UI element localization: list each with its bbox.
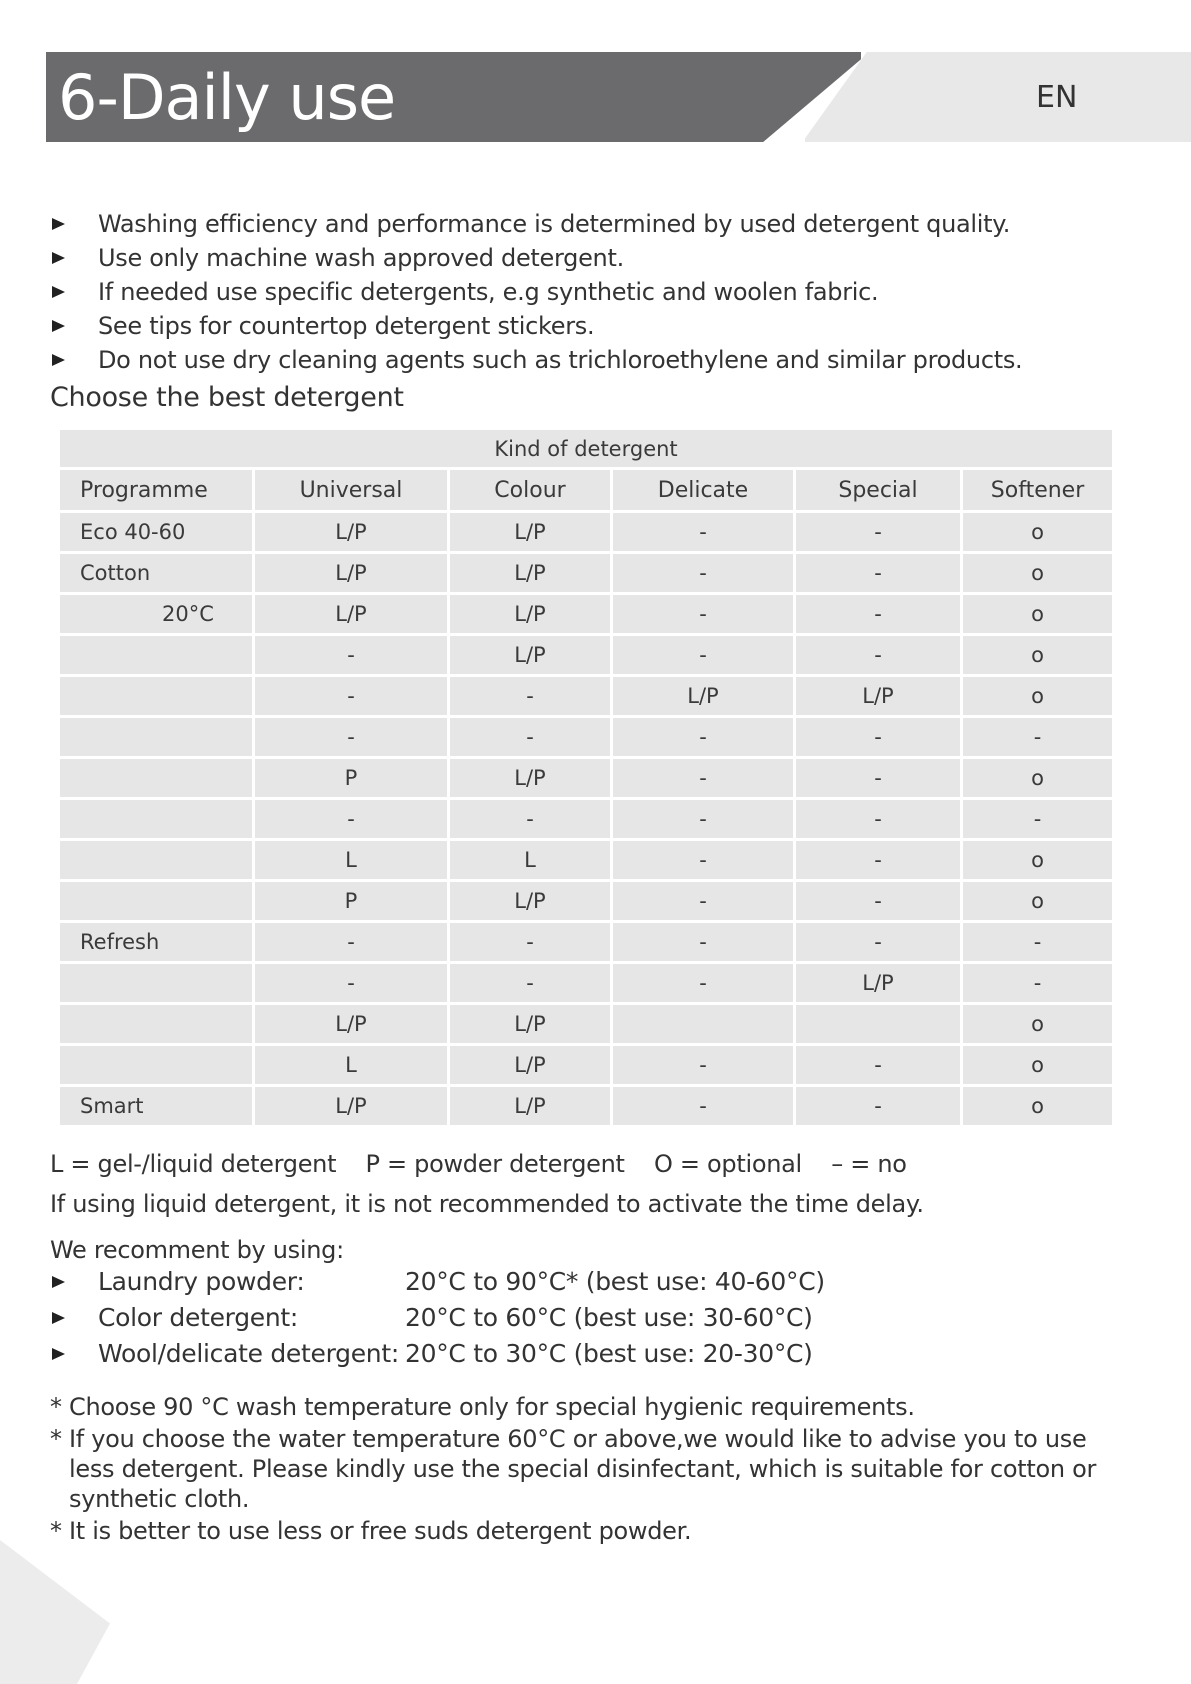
bullet-item: See tips for countertop detergent stickers. xyxy=(50,309,1022,343)
table-row xyxy=(59,881,1114,922)
programme-cell xyxy=(59,840,254,881)
table-row xyxy=(59,553,1114,594)
table-cell: L/P xyxy=(449,1086,612,1127)
programme-cell: 20°C xyxy=(59,594,254,635)
bullet-item: Washing efficiency and performance is determined by used detergent quality. xyxy=(50,207,1022,241)
table-cell: L/P xyxy=(449,553,612,594)
table-cell: - xyxy=(254,717,449,758)
programme-cell xyxy=(59,676,254,717)
table-cell: P xyxy=(254,881,449,922)
table-cell: - xyxy=(254,922,449,963)
column-header: Softener xyxy=(962,469,1114,512)
table-cell: L/P xyxy=(449,594,612,635)
table-cell: L/P xyxy=(612,676,795,717)
table-cell: o xyxy=(962,758,1114,799)
column-header: Delicate xyxy=(612,469,795,512)
bullet-item: If needed use specific detergents, e.g synthetic and woolen fabric. xyxy=(50,275,1022,309)
programme-cell xyxy=(59,1004,254,1045)
recommend-title: We recomment by using: xyxy=(50,1236,344,1264)
table-row xyxy=(59,717,1114,758)
table-cell: - xyxy=(795,758,962,799)
footnotes xyxy=(50,1392,1110,1548)
table-cell: o xyxy=(962,676,1114,717)
footnote: * It is better to use less or free suds detergent powder. xyxy=(50,1517,692,1545)
table-cell: - xyxy=(612,963,795,1004)
table-cell: - xyxy=(612,635,795,676)
table-cell: - xyxy=(795,1086,962,1127)
table-cell: - xyxy=(612,594,795,635)
table-cell: o xyxy=(962,1004,1114,1045)
column-header: Special xyxy=(795,469,962,512)
table-cell: L/P xyxy=(449,1004,612,1045)
table-cell: - xyxy=(795,553,962,594)
table-cell: - xyxy=(612,717,795,758)
triangle-bullet-icon xyxy=(52,320,65,332)
table-cell: - xyxy=(962,717,1114,758)
table-row xyxy=(59,594,1114,635)
table-cell: - xyxy=(795,635,962,676)
programme-cell xyxy=(59,717,254,758)
table-cell: L/P xyxy=(254,512,449,553)
table-cell: o xyxy=(962,594,1114,635)
programme-cell xyxy=(59,635,254,676)
table-cell: L/P xyxy=(795,963,962,1004)
programme-cell: Eco 40-60 xyxy=(59,512,254,553)
table-cell: - xyxy=(612,758,795,799)
programme-cell xyxy=(59,881,254,922)
table-cell: - xyxy=(449,799,612,840)
column-header: Colour xyxy=(449,469,612,512)
table-row xyxy=(59,635,1114,676)
triangle-bullet-icon xyxy=(52,218,65,230)
table-cell: o xyxy=(962,881,1114,922)
programme-cell xyxy=(59,1045,254,1086)
table-row xyxy=(59,1045,1114,1086)
table-cell: - xyxy=(254,635,449,676)
table-row xyxy=(59,922,1114,963)
table-row xyxy=(59,799,1114,840)
triangle-bullet-icon xyxy=(52,1276,65,1288)
table-cell: - xyxy=(449,717,612,758)
column-header: Universal xyxy=(254,469,449,512)
legend: L = gel-/liquid detergent P = powder detergent O = optional – = no xyxy=(50,1150,907,1178)
table-row xyxy=(59,512,1114,553)
section-heading: Choose the best detergent xyxy=(50,382,404,413)
table-cell: o xyxy=(962,840,1114,881)
table-cell: P xyxy=(254,758,449,799)
table-cell: - xyxy=(612,922,795,963)
table-row xyxy=(59,1086,1114,1127)
table-cell: - xyxy=(795,840,962,881)
triangle-bullet-icon xyxy=(52,1348,65,1360)
table-row xyxy=(59,676,1114,717)
time-delay-note: If using liquid detergent, it is not recommended to activate the time delay. xyxy=(50,1190,924,1218)
table-cell: L/P xyxy=(449,1045,612,1086)
table-cell: L/P xyxy=(254,1086,449,1127)
table-cell: L xyxy=(254,840,449,881)
table-cell: - xyxy=(254,963,449,1004)
table-cell: - xyxy=(612,1086,795,1127)
table-cell: L/P xyxy=(449,758,612,799)
corner-decoration xyxy=(0,1540,110,1684)
table-cell: - xyxy=(449,963,612,1004)
triangle-bullet-icon xyxy=(52,252,65,264)
table-cell: L/P xyxy=(254,594,449,635)
table-cell: L/P xyxy=(254,1004,449,1045)
column-header: Programme xyxy=(59,469,254,512)
table-row xyxy=(59,840,1114,881)
table-cell: L/P xyxy=(449,512,612,553)
table-group-header: Kind of detergent xyxy=(59,429,1114,469)
table-cell: - xyxy=(795,922,962,963)
table-cell xyxy=(612,1004,795,1045)
table-cell: - xyxy=(254,799,449,840)
table-cell: - xyxy=(612,881,795,922)
programme-cell xyxy=(59,799,254,840)
programme-cell: Refresh xyxy=(59,922,254,963)
triangle-bullet-icon xyxy=(52,354,65,366)
table-cell: - xyxy=(449,922,612,963)
table-cell: L/P xyxy=(449,881,612,922)
programme-cell: Cotton xyxy=(59,553,254,594)
table-cell: o xyxy=(962,553,1114,594)
page-title: 6-Daily use xyxy=(58,61,396,134)
footnote: * If you choose the water temperature 60°C or above,we would like to advise you to use less detergent. Please kindly use the special disinfectant, which is suitable for cotton or synthetic cloth. xyxy=(50,1425,1097,1513)
table-cell: o xyxy=(962,1086,1114,1127)
table-cell: - xyxy=(612,840,795,881)
bullet-item: Use only machine wash approved detergent. xyxy=(50,241,1022,275)
table-cell: L xyxy=(449,840,612,881)
table-cell xyxy=(795,1004,962,1045)
language-tab xyxy=(805,52,1191,142)
table-cell: - xyxy=(795,594,962,635)
table-cell: o xyxy=(962,635,1114,676)
table-cell: - xyxy=(612,512,795,553)
table-cell: - xyxy=(795,799,962,840)
table-cell: - xyxy=(449,676,612,717)
table-cell: - xyxy=(795,717,962,758)
table-cell: - xyxy=(612,553,795,594)
table-cell: L/P xyxy=(795,676,962,717)
table-cell: - xyxy=(795,881,962,922)
table-row xyxy=(59,963,1114,1004)
table-cell: L/P xyxy=(254,553,449,594)
table-cell: - xyxy=(795,1045,962,1086)
table-row xyxy=(59,1004,1114,1045)
footnote: * Choose 90 °C wash temperature only for special hygienic requirements. xyxy=(50,1393,915,1421)
detergent-table xyxy=(57,427,1115,1128)
bullet-item: Do not use dry cleaning agents such as trichloroethylene and similar products. xyxy=(50,343,1022,377)
table-cell: - xyxy=(612,799,795,840)
table-row xyxy=(59,758,1114,799)
table-cell: - xyxy=(254,676,449,717)
table-cell: L xyxy=(254,1045,449,1086)
triangle-bullet-icon xyxy=(52,1312,65,1324)
intro-bullet-list xyxy=(50,207,1022,377)
table-cell: - xyxy=(962,799,1114,840)
language-label: EN xyxy=(1036,80,1078,115)
programme-cell xyxy=(59,963,254,1004)
programme-cell xyxy=(59,758,254,799)
table-cell: - xyxy=(795,512,962,553)
table-cell: - xyxy=(612,1045,795,1086)
programme-cell: Smart xyxy=(59,1086,254,1127)
table-cell: L/P xyxy=(449,635,612,676)
table-cell: - xyxy=(962,922,1114,963)
table-cell: - xyxy=(962,963,1114,1004)
triangle-bullet-icon xyxy=(52,286,65,298)
table-cell: o xyxy=(962,512,1114,553)
table-cell: o xyxy=(962,1045,1114,1086)
